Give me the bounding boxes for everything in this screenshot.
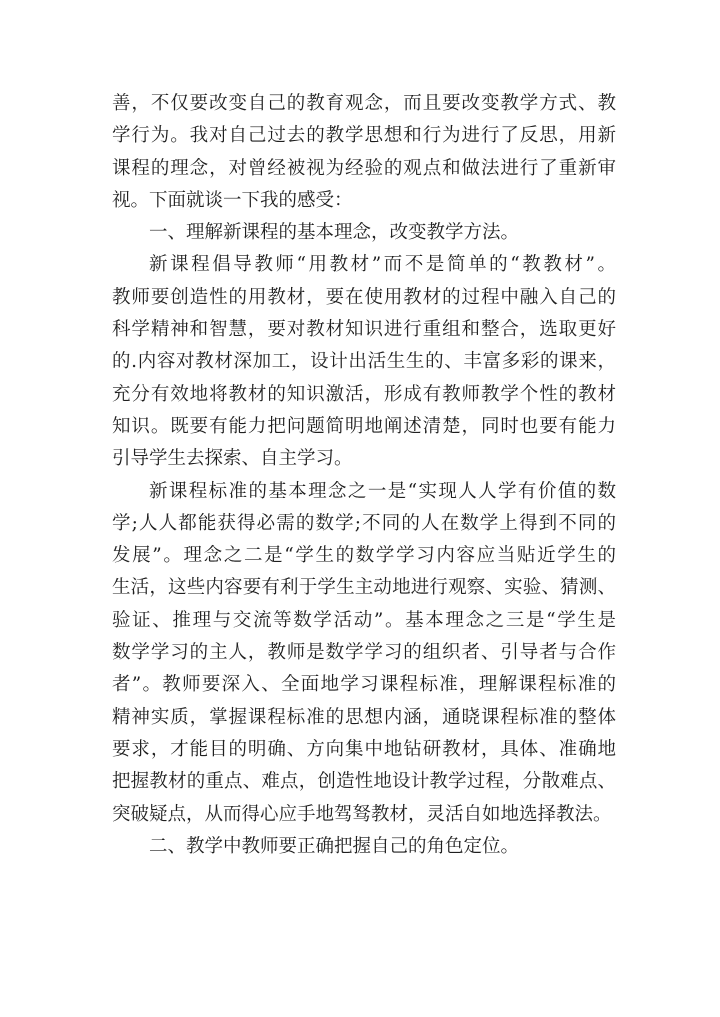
paragraph-line: 课程的理念，对曾经被视为经验的观点和做法进行了重新审 <box>112 157 616 179</box>
paragraph-line: 教师要创造性的用教材，要在使用教材的过程中融入自己的 <box>112 286 616 308</box>
paragraph-line: 突破疑点，从而得心应手地驾驽教材，灵活自如地选择教法。 <box>112 803 612 825</box>
paragraph-line: 要求，才能目的明确、方向集中地钻研教材，具体、准确地 <box>112 738 616 760</box>
paragraph-line: 善，不仅要改变自己的教育观念，而且要改变教学方式、教 <box>112 93 616 114</box>
section-heading: 二、教学中教师要正确把握自己的角色定位。 <box>149 835 520 857</box>
paragraph-line: 视。下面就谈一下我的感受： <box>112 189 353 211</box>
paragraph-line: 生活，这些内容要有利于学生主动地进行观察、实验、猜测、 <box>112 577 616 599</box>
paragraph-line: 精神实质，掌握课程标准的思想内涵，通晓课程标准的整体 <box>112 706 616 728</box>
paragraph-line: 科学精神和智慧，要对教材知识进行重组和整合，选取更好 <box>112 319 616 341</box>
paragraph-line: 知识。既要有能力把问题简明地阐述清楚，同时也要有能力 <box>112 415 616 437</box>
paragraph-line: 充分有效地将教材的知识激活，形成有教师教学个性的教材 <box>112 383 616 405</box>
section-heading: 一、理解新课程的基本理念，改变教学方法。 <box>149 222 520 244</box>
paragraph-line: 者”。教师要深入、全面地学习课程标准，理解课程标准的 <box>112 674 616 696</box>
document-body <box>112 88 616 863</box>
paragraph-line: 学;人人都能获得必需的数学;不同的人在数学上得到不同的 <box>112 512 616 534</box>
paragraph-line: 引导学生去探索、自主学习。 <box>112 448 353 470</box>
paragraph-line: 新课程标准的基本理念之一是“实现人人学有价值的数 <box>149 480 616 502</box>
paragraph-line: 新课程倡导教师“用教材”而不是简单的“教教材”。 <box>149 254 616 276</box>
paragraph-line: 发展”。理念之二是“学生的数学学习内容应当贴近学生的 <box>112 545 616 567</box>
paragraph-line: 学行为。我对自己过去的教学思想和行为进行了反思，用新 <box>112 125 616 147</box>
paragraph-line: 把握教材的重点、难点，创造性地设计教学过程，分散难点、 <box>112 771 616 793</box>
paragraph-line: 验证、推理与交流等数学活动”。基本理念之三是“学生是 <box>112 609 616 631</box>
paragraph-line: 数学学习的主人，教师是数学学习的组织者、引导者与合作 <box>112 642 616 664</box>
paragraph-line: 的.内容对教材深加工，设计出活生生的、丰富多彩的课来， <box>112 351 616 373</box>
